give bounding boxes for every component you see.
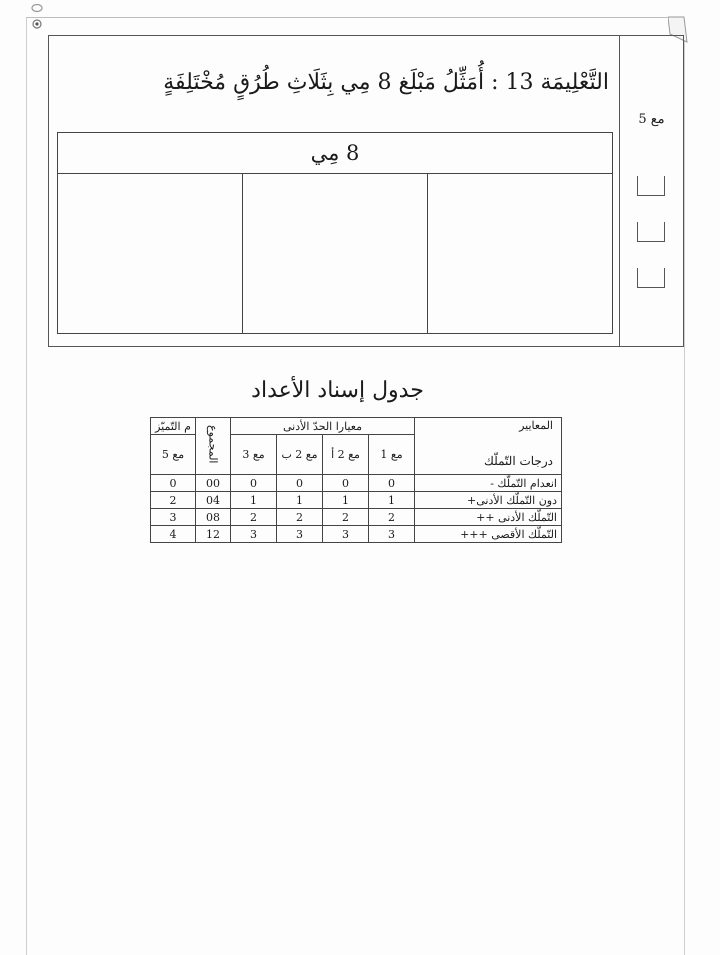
std-header: مع 2 أ [323, 435, 369, 475]
score-cell: 3 [369, 526, 415, 543]
page-edge [26, 17, 671, 18]
score-cell: 3 [231, 526, 277, 543]
table-row [151, 475, 562, 492]
criteria-header [415, 418, 562, 475]
std-header: مع 3 [231, 435, 277, 475]
score-cell: 1 [277, 492, 323, 509]
excellence-header: م التّميّز [151, 418, 196, 435]
total-cell: 08 [196, 509, 231, 526]
total-cell: 12 [196, 526, 231, 543]
score-checkbox[interactable] [637, 222, 665, 242]
score-cell: 3 [323, 526, 369, 543]
m5-header: مع 5 [151, 435, 196, 475]
level-label: التّملّك الأقصى +++ [415, 526, 562, 543]
total-header: المجموع [196, 418, 231, 475]
score-cell: 1 [323, 492, 369, 509]
score-cell: 1 [369, 492, 415, 509]
page-edge [26, 18, 27, 955]
score-cell: 2 [277, 509, 323, 526]
criterion-label: مع 5 [638, 112, 665, 127]
score-cell: 0 [369, 475, 415, 492]
total-cell: 04 [196, 492, 231, 509]
binder-clip-icon [30, 4, 44, 30]
task-instruction: التَّعْلِيمَة 13 : أُمَثِّلُ مَبْلَغ 8 مِي بِثَلَاثِ طُرُقٍ مُخْتَلِفَةٍ [163, 70, 609, 95]
m5-cell: 0 [151, 475, 196, 492]
score-checkbox[interactable] [637, 176, 665, 196]
m5-cell: 3 [151, 509, 196, 526]
task-frame [48, 35, 684, 347]
table-row [151, 509, 562, 526]
criteria-column [619, 36, 683, 346]
page-edge [684, 40, 685, 955]
amount-header: 8 مِي [58, 133, 612, 174]
criteria-label: المعايير [519, 419, 553, 432]
m5-cell: 2 [151, 492, 196, 509]
score-cell: 2 [323, 509, 369, 526]
money-representation-table [57, 132, 613, 334]
level-label: دون التّملّك الأدنى+ [415, 492, 562, 509]
score-cell: 0 [231, 475, 277, 492]
score-cell: 1 [231, 492, 277, 509]
answer-cell[interactable] [427, 174, 612, 334]
levels-label: درجات التّملّك [484, 454, 553, 468]
level-label: انعدام التّملّك - [415, 475, 562, 492]
score-cell: 2 [231, 509, 277, 526]
m5-cell: 4 [151, 526, 196, 543]
score-cell: 0 [277, 475, 323, 492]
answer-cell[interactable] [242, 174, 427, 334]
score-cell: 0 [323, 475, 369, 492]
std-header: مع 2 ب [277, 435, 323, 475]
std-header: مع 1 [369, 435, 415, 475]
grading-table [150, 417, 562, 543]
table-row [151, 526, 562, 543]
grading-table-title: جدول إسناد الأعداد [251, 378, 424, 403]
minimum-criteria-header: معيارا الحدّ الأدنى [231, 418, 415, 435]
table-row [151, 492, 562, 509]
answer-cell[interactable] [58, 174, 242, 334]
score-checkbox[interactable] [637, 268, 665, 288]
total-cell: 00 [196, 475, 231, 492]
level-label: التّملّك الأدنى ++ [415, 509, 562, 526]
score-cell: 2 [369, 509, 415, 526]
score-cell: 3 [277, 526, 323, 543]
